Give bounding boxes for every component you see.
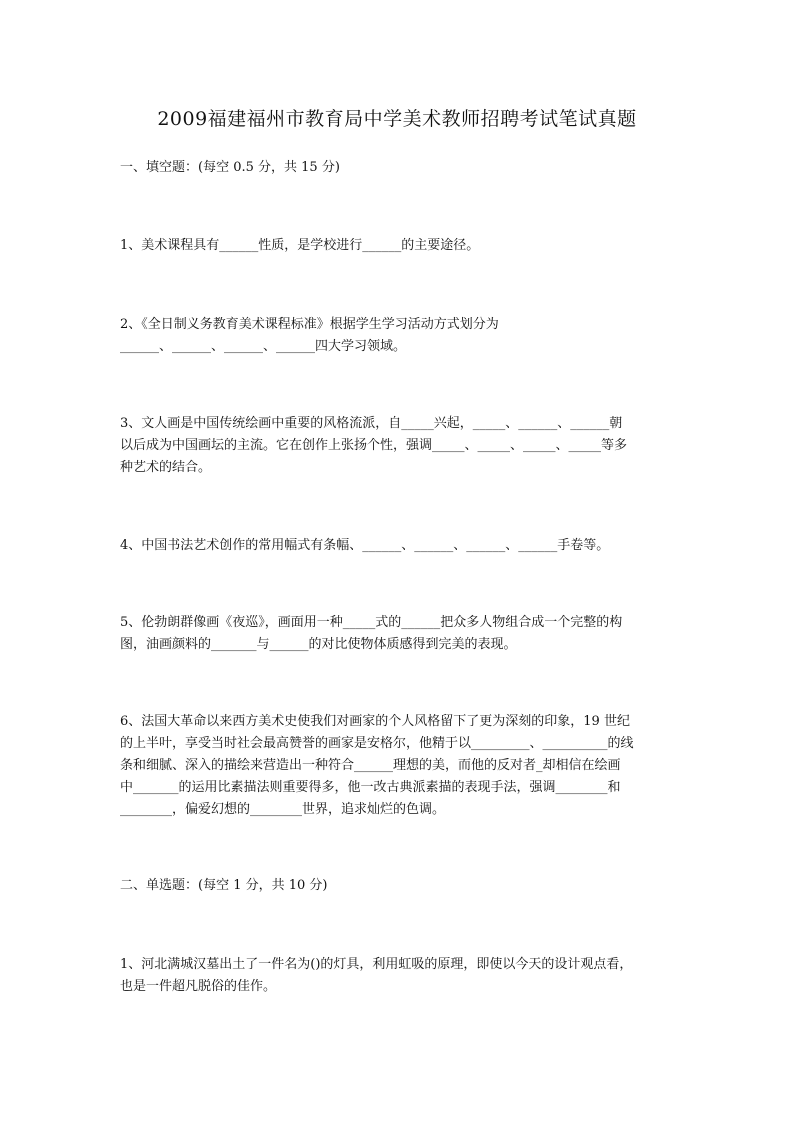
question-6 xyxy=(120,711,680,821)
section-heading-fill-in xyxy=(120,157,680,179)
question-3-line-1: 3、文人画是中国传统绘画中重要的风格流派，自_____兴起，_____、______、______朝 xyxy=(120,416,623,431)
question-6-line-4: 中_______的运用比素描法则重要得多，他一改古典派素描的表现手法，强调________和 xyxy=(120,780,621,795)
section-heading-single-choice xyxy=(120,875,680,897)
question-6-line-3: 条和细腻、深入的描绘来营造出一种符合______理想的美，而他的反对者_却相信在绘画 xyxy=(120,758,621,773)
question-4-line-1: 4、中国书法艺术创作的常用幅式有条幅、______、______、______、______手卷等。 xyxy=(120,538,610,553)
question-3-line-3: 种艺术的结合。 xyxy=(120,460,212,475)
question-2 xyxy=(120,314,680,358)
section-heading-text: 一、填空题：(每空 0.5 分，共 15 分) xyxy=(120,160,340,175)
question-2-line-1: 2、《全日制义务教育美术课程标准》根据学生学习活动方式划分为 xyxy=(120,317,499,332)
question-4 xyxy=(120,535,680,557)
section-heading-text: 二、单选题：(每空 1 分，共 10 分) xyxy=(120,878,328,893)
question-5 xyxy=(120,612,680,656)
question-1 xyxy=(120,235,680,257)
question-3 xyxy=(120,413,680,479)
choice-question-1-line-2: 也是一件超凡脱俗的佳作。 xyxy=(120,979,277,994)
choice-question-1 xyxy=(120,954,680,998)
question-5-line-1: 5、伦勃朗群像画《夜巡》，画面用一种_____式的______把众多人物组合成一个完整的构 xyxy=(120,615,623,630)
question-3-line-2: 以后成为中国画坛的主流。它在创作上张扬个性，强调_____、_____、_____、_____等多 xyxy=(120,438,628,453)
question-5-line-2: 图，油画颜料的_______与______的对比使物体质感得到完美的表现。 xyxy=(120,637,517,652)
document-title: 2009福建福州市教育局中学美术教师招聘考试笔试真题 xyxy=(157,108,637,130)
question-6-line-2: 的上半叶，享受当时社会最高赞誉的画家是安格尔，他精于以_________、__________的线 xyxy=(120,736,634,751)
question-6-line-1: 6、法国大革命以来西方美术史使我们对画家的个人风格留下了更为深刻的印象，19 世纪 xyxy=(120,714,630,729)
question-1-line-1: 1、美术课程具有______性质，是学校进行______的主要途径。 xyxy=(120,238,480,253)
choice-question-1-line-1: 1、河北满城汉墓出土了一件名为()的灯具，利用虹吸的原理，即使以今天的设计观点看， xyxy=(120,957,633,972)
question-2-line-2: ______、______、______、______四大学习领域。 xyxy=(120,339,407,354)
question-6-line-5: ________，偏爱幻想的________世界，追求灿烂的色调。 xyxy=(120,802,446,817)
